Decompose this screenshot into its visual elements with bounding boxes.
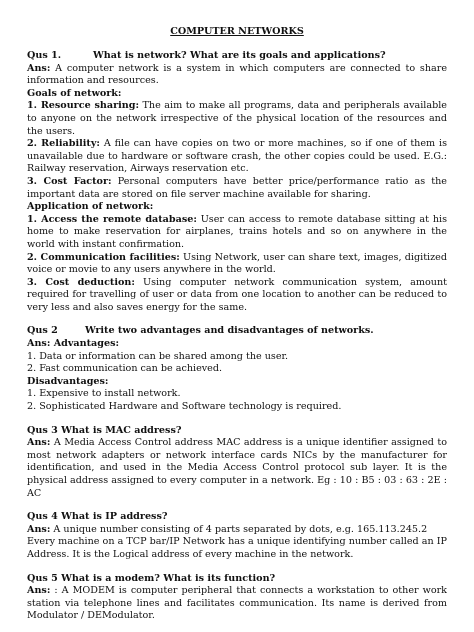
question-1-label: Qus 1. bbox=[27, 50, 62, 61]
question-2 bbox=[27, 325, 447, 338]
answer-1-text: A computer network is a system in which computers are connected to share information and resources. bbox=[27, 62, 447, 87]
document-title: COMPUTER NETWORKS bbox=[170, 26, 304, 37]
goal-item bbox=[27, 100, 447, 138]
answer-3-label: Ans: bbox=[27, 437, 51, 449]
goal-text: Personal computers have better price/performance ratio as the important data are stored on file server machine available for sharing. bbox=[27, 175, 447, 200]
answer-5 bbox=[27, 585, 447, 623]
application-title: 2. Communication facilities: bbox=[27, 251, 180, 263]
goal-title: 1. Resource sharing: bbox=[27, 100, 139, 112]
answer-4-label: Ans: bbox=[27, 523, 51, 535]
goal-item bbox=[27, 138, 447, 176]
goal-item bbox=[27, 176, 447, 201]
answer-4 bbox=[27, 524, 447, 537]
application-text: Using computer network communication system, amount required for travelling of user or data from one location to another can be reduced to very less and also saves energy for the same. bbox=[27, 276, 447, 313]
answer-4-text: A unique number consisting of 4 parts separated by dots, e.g. 165.113.245.2 bbox=[50, 523, 428, 535]
question-3: Qus 3 What is MAC address? bbox=[27, 424, 182, 436]
question-2-label: Qus 2 bbox=[27, 325, 58, 337]
application-item bbox=[27, 277, 447, 315]
disadvantage-item: 1. Expensive to install network. bbox=[27, 388, 181, 400]
question-4: Qus 4 What is IP address? bbox=[27, 511, 168, 523]
application-text: User can access to remote database sitting at his home to make reservation for airplanes, trains hotels and so on anywhere in the world with instant confirmation. bbox=[27, 213, 447, 250]
question-1-text: What is network? What are its goals and applications? bbox=[93, 50, 386, 61]
application-item bbox=[27, 252, 447, 277]
advantages-heading: Ans: Advantages: bbox=[27, 338, 120, 350]
applications-heading: Application of network: bbox=[27, 201, 154, 213]
question-1 bbox=[27, 50, 447, 63]
goal-title: 3. Cost Factor: bbox=[27, 175, 112, 187]
question-2-text: Write two advantages and disadvantages of networks. bbox=[85, 325, 374, 337]
application-title: 1. Access the remote database: bbox=[27, 213, 197, 225]
application-item bbox=[27, 214, 447, 252]
question-5: Qus 5 What is a modem? What is its function? bbox=[27, 572, 276, 584]
goals-heading: Goals of network: bbox=[27, 87, 122, 99]
application-text: Using Network, user can share text, images, digitized voice or movie to any users anywhere in the world. bbox=[27, 251, 447, 276]
answer-3 bbox=[27, 437, 447, 500]
goal-title: 2. Reliability: bbox=[27, 138, 100, 150]
answer-1 bbox=[27, 63, 447, 88]
answer-5-text: : A MODEM is computer peripheral that connects a workstation to other work station via telephone lines and facilitates communication. Its name is derived from Modulator / DEModulator. bbox=[27, 585, 447, 622]
goal-text: A file can have copies on two or more machines, so if one of them is unavailable due to hardware or software crash, the other copies could be used. E.G.: Railway reservation, Airways reservation etc. bbox=[27, 138, 447, 175]
application-title: 3. Cost deduction: bbox=[27, 276, 135, 288]
answer-5-label: Ans: bbox=[27, 585, 51, 597]
answer-4-extra: Every machine on a TCP bar/IP Network has a unique identifying number called an IP Address. It is the Logical address of every machine in the network. bbox=[27, 536, 447, 560]
answer-1-label: Ans: bbox=[27, 62, 51, 74]
disadvantages-heading: Disadvantages: bbox=[27, 375, 109, 387]
answer-3-text: A Media Access Control address MAC address is a unique identifier assigned to most network adapters or network interface cards NICs by the manufacturer for identification, and used in the Media Access Control protocol sub layer. It is the physical address assigned to every computer in a network. Eg : 10 : B5 : 03 : 63 : 2E : AC bbox=[27, 437, 447, 499]
advantage-item: 1. Data or information can be shared among the user. bbox=[27, 350, 289, 362]
advantage-item: 2. Fast communication can be achieved. bbox=[27, 363, 223, 375]
goal-text: The aim to make all programs, data and peripherals available to anyone on the network irrespective of the physical location of the resources and the users. bbox=[27, 100, 447, 137]
disadvantage-item: 2. Sophisticated Hardware and Software technology is required. bbox=[27, 401, 342, 413]
document-body bbox=[27, 50, 447, 623]
